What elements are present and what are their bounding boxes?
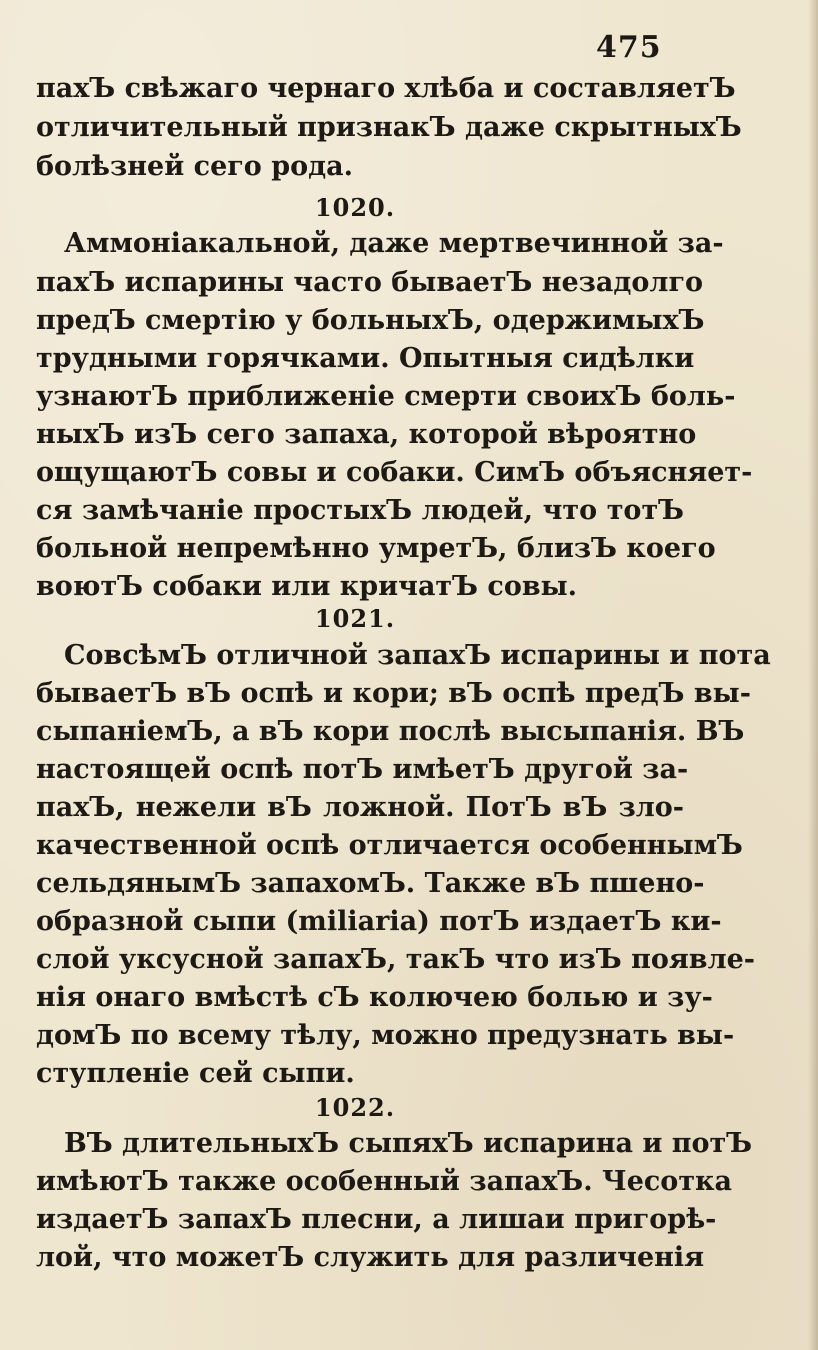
text-line: узнаютЪ приближеніе смерти своихЪ боль- xyxy=(36,381,736,412)
text-line: лой, что можетЪ служить для различенія xyxy=(36,1242,705,1273)
text-line: бываетЪ вЪ оспѣ и кори; вЪ оспѣ предЪ вы- xyxy=(36,678,751,709)
text-line: предЪ смертію у больныхЪ, одержимыхЪ xyxy=(36,305,705,336)
text-line: ныхЪ изЪ сего запаха, которой вѣроятно xyxy=(36,419,697,450)
text-line: пахЪ испарины часто бываетЪ незадолго xyxy=(36,267,703,298)
text-line: трудными горячками. Опытныя сидѣлки xyxy=(36,343,695,374)
text-line: издаетЪ запахЪ плесни, а лишаи пригорѣ- xyxy=(36,1204,717,1235)
text-line: нія онаго вмѣстѣ сЪ колючею болью и зу- xyxy=(36,982,713,1013)
text-line: отличительный признакЪ даже скрытныхЪ xyxy=(36,112,742,143)
text-line: образной сыпи (miliaria) потЪ издаетЪ ки- xyxy=(36,906,722,937)
text-line: сельдянымЪ запахомЪ. Также вЪ пшено- xyxy=(36,868,705,899)
text-line: ощущаютЪ совы и собаки. СимЪ объясняет- xyxy=(36,457,753,488)
text-line: пахЪ, нежели вЪ ложной. ПотЪ вЪ зло- xyxy=(36,792,684,823)
text-line: домЪ по всему тѣлу, можно предузнать вы- xyxy=(36,1020,735,1051)
text-line: сыпаніемЪ, а вЪ кори послѣ высыпанія. ВЪ xyxy=(36,716,745,747)
text-line: Аммоніакальной, даже мертвечинной за- xyxy=(64,228,724,259)
section-number: 1020. xyxy=(314,193,396,222)
text-line: настоящей оспѣ потЪ имѣетЪ другой за- xyxy=(36,754,689,785)
section-number: 1021. xyxy=(314,604,396,633)
text-line: имѣютЪ также особенный запахЪ. Чесотка xyxy=(36,1166,733,1197)
text-line: болѣзней сего рода. xyxy=(36,151,353,182)
text-line: слой уксусной запахЪ, такЪ что изЪ появле- xyxy=(36,944,755,975)
text-line: пахЪ свѣжаго чернаго хлѣба и составляетЪ xyxy=(36,73,736,104)
section-number: 1022. xyxy=(314,1093,396,1122)
text-line: СовсѣмЪ отличной запахЪ испарины и пота xyxy=(64,640,771,671)
text-line: ступленіе сей сыпи. xyxy=(36,1058,355,1089)
page-number: 475 xyxy=(596,30,662,65)
text-line: больной непремѣнно умретЪ, близЪ коего xyxy=(36,533,716,564)
text-line: ВЪ длительныхЪ сыпяхЪ испарина и потЪ xyxy=(64,1128,753,1159)
text-line: качественной оспѣ отличается особеннымЪ xyxy=(36,830,743,861)
page-edge-shadow xyxy=(808,0,818,1350)
text-line: воютЪ собаки или кричатЪ совы. xyxy=(36,571,578,602)
text-line: ся замѣчаніе простыхЪ людей, что тотЪ xyxy=(36,495,684,526)
